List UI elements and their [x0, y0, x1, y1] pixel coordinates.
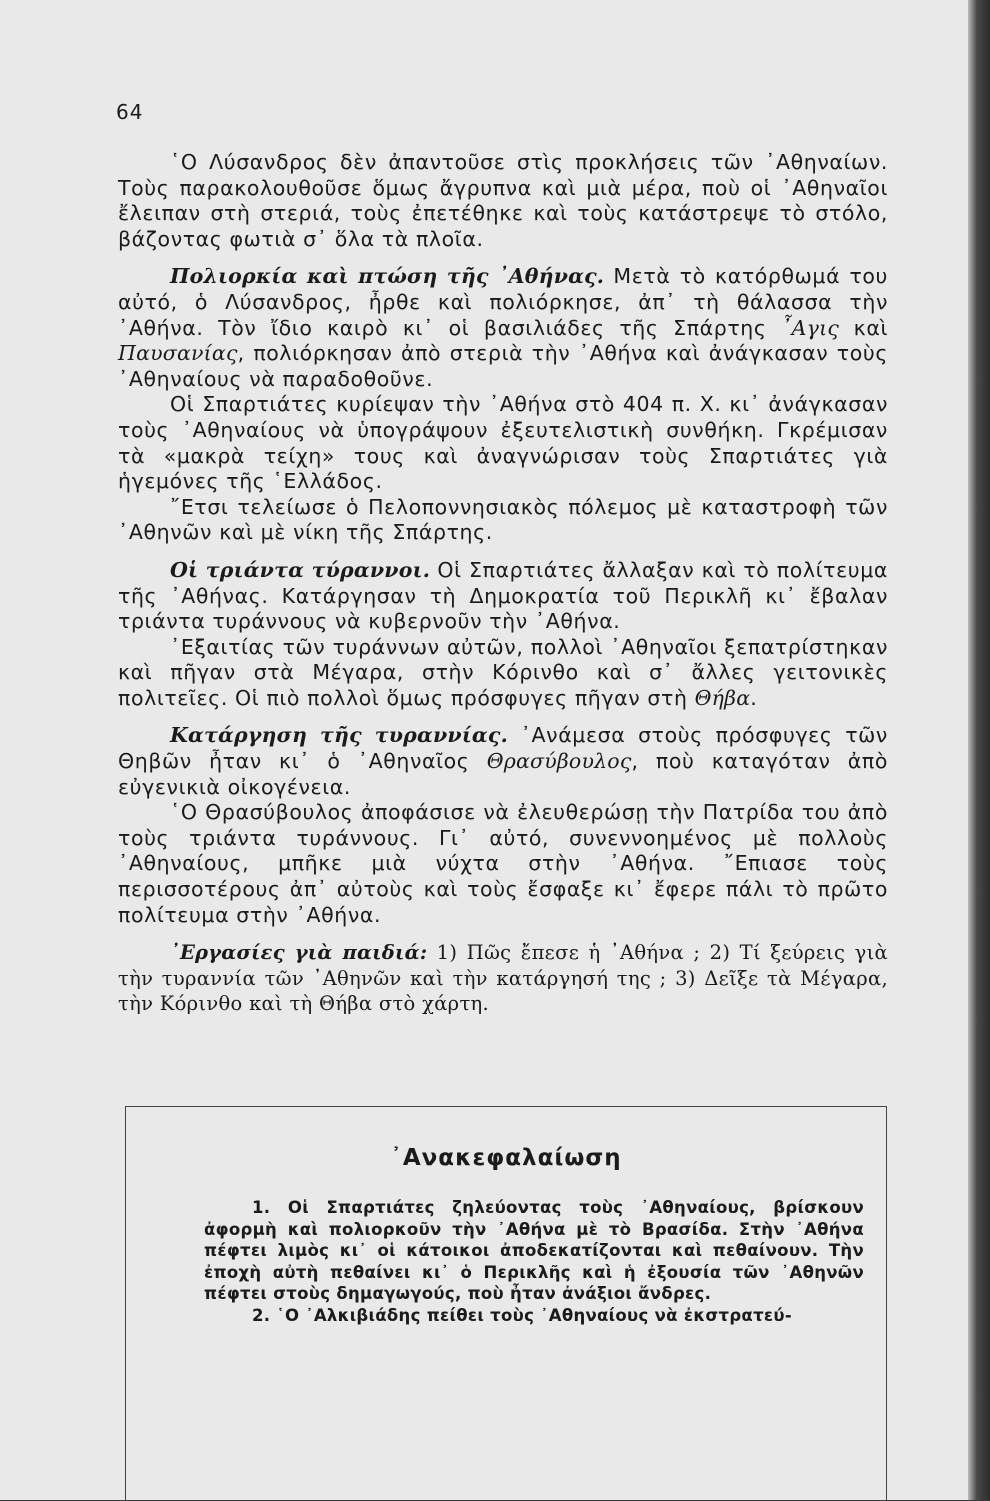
name-thrasyvoulos: Θρασύβουλος: [486, 749, 632, 774]
paragraph-tasks: ᾿Εργασίες γιὰ παιδιά: 1) Πῶς ἔπεσε ἡ ᾿Αθήνα ; 2) Τί ξεύρεις γιὰ τὴν τυραννία τῶν ᾿Αθηνῶν καὶ τὴν κατάργησή της ; 3) Δεῖξε τὰ Μέγαρα, τὴν Κόρινθο καὶ τὴ Θήβα στὸ χάρτη.: [118, 941, 888, 1016]
name-thebes: Θήβα: [694, 685, 751, 710]
page-edge-shadow: [968, 0, 990, 1500]
summary-box: [125, 1106, 887, 1501]
paragraph-thirty-tyrants: Οἱ τριάντα τύραννοι. Οἱ Σπαρτιάτες ἄλλαξαν καὶ τὸ πολίτευμα τῆς ᾿Αθήνας. Κατάργησαν τὴ Δημοκρατία τοῦ Περικλῆ κι᾿ ἔβαλαν τριάντα τυράννους νὰ κυβερνοῦν τὴν ᾿Αθήνα.: [118, 557, 888, 634]
paragraph-lysander: ῾Ο Λύσανδρος δὲν ἀπαντοῦσε στὶς προκλήσεις τῶν ᾿Αθηναίων. Τοὺς παρακολουθοῦσε ὅμως ἄγρυπνα καὶ μιὰ μέρα, ποὺ οἱ ᾿Αθηναῖοι ἔλειπαν στὴ στεριά, τοὺς ἐπετέθηκε καὶ τοὺς κατάστρεψε τὸ στόλο, βάζοντας φωτιὰ σ᾿ ὅλα τὰ πλοῖα.: [118, 150, 888, 251]
summary-body: [204, 1197, 864, 1326]
section-heading-siege: Πολιορκία καὶ πτώση τῆς ᾿Αθήνας.: [170, 264, 605, 289]
section-heading-abolition: Κατάργηση τῆς τυραννίας.: [170, 723, 508, 748]
summary-item: 1. Οἱ Σπαρτιάτες ζηλεύοντας τοὺς ᾿Αθηναίους, βρίσκουν ἀφορμὴ καὶ πολιορκοῦν τὴν ᾿Αθήνα μὲ τὸ Βρασίδα. Στὴν ᾿Αθήνα πέφτει λιμὸς κι᾿ οἱ κάτοικοι ἀποδεκατίζονται καὶ πεθαίνουν. Τὴν ἐποχὴ αὐτὴ πεθαίνει κι᾿ ὁ Περικλῆς καὶ ἡ ἐξουσία τῶν ᾿Αθηνῶν πέφτει στοὺς δημαγωγούς, ποὺ ἦταν ἀνάξιοι ἄνδρες.: [204, 1198, 864, 1303]
paragraph-war-end: ῎Ετσι τελείωσε ὁ Πελοποννησιακὸς πόλεμος μὲ καταστροφὴ τῶν ᾿Αθηνῶν καὶ μὲ νίκη τῆς Σπάρτης.: [118, 494, 888, 545]
name-agis: ῏Αγις: [781, 315, 840, 340]
name-pausanias: Παυσανίας: [118, 341, 238, 366]
paragraph-siege: Πολιορκία καὶ πτώση τῆς ᾿Αθήνας. Μετὰ τὸ κατόρθωμά του αὐτό, ὁ Λύσανδρος, ἦρθε καὶ πολιόρκησε, ἀπ᾿ τὴ θάλασσα τὴν ᾿Αθήνα. Τὸν ἴδιο καιρὸ κι᾿ οἱ βασιλιάδες τῆς Σπάρτης ῏Αγις καὶ Παυσανίας, πολιόρκησαν ἀπὸ στεριὰ τὴν ᾿Αθήνα καὶ ἀνάγκασαν τοὺς ᾿Αθηναίους νὰ παραδοθοῦνε.: [118, 264, 888, 391]
page-number: 64: [116, 100, 144, 124]
paragraph-abolition: Κατάργηση τῆς τυραννίας. ᾿Ανάμεσα στοὺς πρόσφυγες τῶν Θηβῶν ἦταν κι᾿ ὁ ᾿Αθηναῖος Θρασύβουλος, ποὺ καταγόταν ἀπὸ εὐγενικιὰ οἰκογένεια.: [118, 723, 888, 799]
section-heading-tyrants: Οἱ τριάντα τύραννοι.: [170, 557, 431, 582]
summary-title: ᾿Ανακεφαλαίωση: [390, 1145, 622, 1171]
summary-item: 2. ῾Ο ᾿Αλκιβιάδης πείθει τοὺς ᾿Αθηναίους νὰ ἐκστρατεύ-: [252, 1305, 792, 1325]
section-heading-tasks: ᾿Εργασίες γιὰ παιδιά:: [170, 941, 428, 965]
paragraph-liberation: ῾Ο Θρασύβουλος ἀποφάσισε νὰ ἐλευθερώσῃ τὴν Πατρίδα του ἀπὸ τοὺς τριάντα τυράννους. Γι᾿ αὐτό, συνεννοημένος μὲ πολλοὺς ᾿Αθηναίους, μπῆκε μιὰ νύχτα στὴν ᾿Αθήνα. ῎Επιασε τοὺς περισσοτέρους ἀπ᾿ αὐτοὺς καὶ τοὺς ἔσφαξε κι᾿ ἔφερε πάλι τὸ πρῶτο πολίτευμα στὴν ᾿Αθήνα.: [118, 800, 888, 927]
paragraph-refugees: ᾿Εξαιτίας τῶν τυράννων αὐτῶν, πολλοὶ ᾿Αθηναῖοι ξεπατρίστηκαν καὶ πῆγαν στὰ Μέγαρα, στὴν Κόρινθο καὶ σ᾿ ἄλλες γειτονικὲς πολιτεῖες. Οἱ πιὸ πολλοὶ ὅμως πρόσφυγες πῆγαν στὴ Θήβα.: [118, 634, 888, 710]
main-text: [118, 150, 888, 1017]
paragraph-capture: Οἱ Σπαρτιάτες κυρίεψαν τὴν ᾿Αθήνα στὸ 404 π. Χ. κι᾿ ἀνάγκασαν τοὺς ᾿Αθηναίους νὰ ὑπογράψουν ἐξευτελιστικὴ συνθήκη. Γκρέμισαν τὰ «μακρὰ τείχη» τους καὶ ἀναγνώρισαν τοὺς Σπαρτιάτες γιὰ ἡγεμόνες τῆς ῾Ελλάδος.: [118, 392, 888, 494]
